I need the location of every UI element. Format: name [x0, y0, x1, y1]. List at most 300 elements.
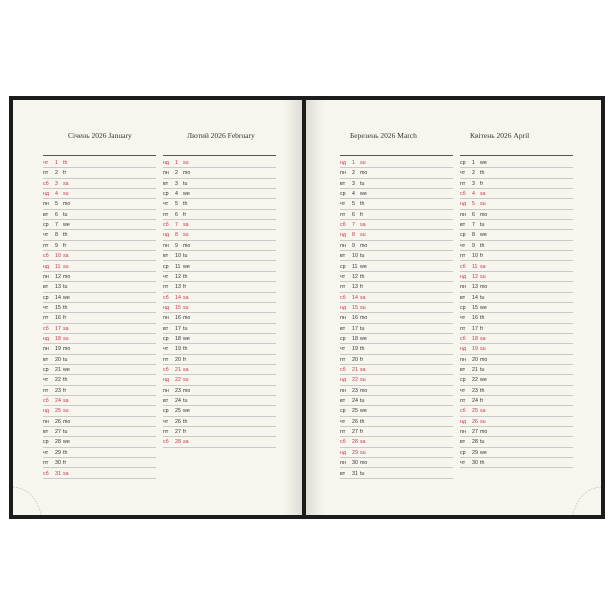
- day-number: 12: [175, 273, 181, 280]
- weekday-ua: чт: [43, 304, 49, 311]
- weekday-en: th: [63, 160, 68, 166]
- day-number: 24: [472, 398, 478, 405]
- weekday-ua: ср: [43, 222, 49, 229]
- weekday-en: tu: [360, 398, 365, 405]
- weekday-en: mo: [183, 387, 191, 394]
- day-number: 25: [55, 408, 61, 415]
- day-number: 8: [55, 232, 58, 239]
- day-number: 14: [175, 294, 181, 301]
- weekday-ua: пн: [340, 242, 346, 249]
- weekday-en: mo: [480, 429, 488, 436]
- day-number: 6: [175, 211, 178, 218]
- weekday-ua: пн: [340, 460, 346, 467]
- weekday-en: sa: [63, 253, 69, 260]
- weekday-en: mo: [183, 170, 191, 177]
- weekday-en: su: [63, 191, 69, 198]
- day-number: 28: [175, 439, 181, 446]
- weekday-en: th: [63, 232, 68, 239]
- weekday-ua: чт: [460, 242, 466, 249]
- left-page: [13, 100, 302, 515]
- weekday-en: tu: [183, 253, 188, 260]
- day-number: 15: [352, 304, 358, 311]
- weekday-en: mo: [63, 273, 71, 280]
- day-number: 7: [55, 222, 58, 229]
- day-number: 23: [472, 387, 478, 394]
- weekday-ua: пт: [340, 211, 346, 218]
- weekday-en: we: [63, 222, 70, 229]
- weekday-en: tu: [360, 325, 365, 332]
- column-top-rule: [340, 155, 453, 156]
- weekday-ua: пн: [163, 170, 169, 177]
- weekday-en: tu: [183, 180, 188, 187]
- weekday-en: tu: [183, 325, 188, 332]
- weekday-en: su: [360, 449, 366, 456]
- day-number: 2: [175, 170, 178, 177]
- day-number: 10: [352, 253, 358, 260]
- weekday-ua: ср: [163, 408, 169, 415]
- weekday-ua: сб: [163, 439, 169, 446]
- weekday-en: sa: [480, 263, 486, 270]
- weekday-en: fr: [63, 387, 67, 394]
- weekday-ua: вт: [163, 325, 169, 332]
- weekday-ua: нд: [340, 232, 347, 239]
- day-number: 12: [55, 273, 61, 280]
- weekday-en: tu: [480, 367, 485, 373]
- corner-pocket-icon: [567, 481, 601, 515]
- weekday-ua: вт: [340, 398, 346, 405]
- weekday-ua: вт: [43, 429, 49, 436]
- weekday-ua: ср: [163, 263, 169, 270]
- weekday-ua: вт: [340, 253, 346, 260]
- day-number: 30: [472, 460, 478, 467]
- weekday-en: mo: [183, 242, 191, 249]
- weekday-en: th: [183, 346, 188, 353]
- day-number: 10: [55, 253, 61, 260]
- weekday-en: su: [360, 232, 366, 239]
- day-number: 27: [55, 429, 61, 436]
- weekday-ua: нд: [163, 377, 170, 384]
- weekday-ua: ср: [460, 304, 466, 311]
- weekday-ua: чт: [460, 315, 466, 322]
- day-number: 1: [352, 160, 355, 166]
- weekday-ua: ср: [43, 439, 49, 446]
- weekday-ua: ср: [340, 408, 346, 415]
- day-number: 3: [55, 180, 58, 187]
- day-number: 17: [352, 325, 358, 332]
- weekday-ua: пн: [460, 284, 466, 291]
- month-title-january: Січень 2026 January: [68, 131, 132, 140]
- weekday-en: th: [63, 304, 68, 311]
- weekday-ua: вт: [340, 470, 346, 477]
- day-number: 21: [55, 367, 61, 373]
- weekday-en: we: [480, 160, 487, 166]
- weekday-ua: пт: [460, 325, 466, 332]
- day-number: 22: [55, 377, 61, 384]
- day-number: 13: [55, 284, 61, 291]
- weekday-ua: нд: [163, 160, 170, 166]
- weekday-en: sa: [183, 367, 189, 373]
- weekday-en: mo: [360, 387, 368, 394]
- day-number: 28: [352, 439, 358, 446]
- weekday-en: mo: [480, 284, 488, 291]
- weekday-en: th: [360, 418, 365, 425]
- day-number: 20: [55, 356, 61, 363]
- weekday-ua: вт: [163, 180, 169, 187]
- day-number: 26: [472, 418, 478, 425]
- month-title-march: Березень 2026 March: [350, 131, 417, 140]
- day-number: 28: [472, 439, 478, 446]
- day-number: 3: [175, 180, 178, 187]
- weekday-en: fr: [63, 460, 67, 467]
- weekday-ua: вт: [460, 367, 466, 373]
- weekday-en: sa: [360, 439, 366, 446]
- weekday-ua: пт: [340, 356, 346, 363]
- day-number: 24: [55, 398, 61, 405]
- weekday-en: tu: [360, 253, 365, 260]
- weekday-ua: чт: [460, 387, 466, 394]
- day-number: 27: [175, 429, 181, 436]
- weekday-ua: сб: [340, 222, 346, 229]
- weekday-ua: сб: [460, 335, 466, 342]
- weekday-en: su: [183, 232, 189, 239]
- day-number: 25: [175, 408, 181, 415]
- day-number: 21: [472, 367, 478, 373]
- weekday-ua: чт: [43, 160, 49, 166]
- day-number: 19: [175, 346, 181, 353]
- day-number: 17: [55, 325, 61, 332]
- day-number: 5: [55, 201, 58, 208]
- weekday-ua: нд: [163, 304, 170, 311]
- weekday-en: th: [480, 460, 485, 467]
- weekday-ua: ср: [43, 294, 49, 301]
- day-number: 14: [55, 294, 61, 301]
- weekday-en: fr: [480, 398, 484, 405]
- spine-shadow: [306, 100, 324, 515]
- weekday-ua: пн: [340, 387, 346, 394]
- weekday-en: fr: [183, 211, 187, 218]
- weekday-ua: пн: [460, 356, 466, 363]
- day-number: 1: [55, 160, 58, 166]
- weekday-ua: нд: [460, 346, 467, 353]
- day-number: 12: [472, 273, 478, 280]
- day-number: 23: [175, 387, 181, 394]
- day-number: 5: [472, 201, 475, 208]
- day-number: 25: [472, 408, 478, 415]
- weekday-ua: нд: [460, 273, 467, 280]
- weekday-ua: вт: [340, 325, 346, 332]
- spine-shadow: [284, 100, 302, 515]
- weekday-en: we: [360, 408, 367, 415]
- weekday-ua: пт: [43, 170, 49, 177]
- weekday-en: th: [183, 273, 188, 280]
- weekday-ua: ср: [163, 191, 169, 198]
- day-number: 22: [472, 377, 478, 384]
- weekday-en: mo: [360, 170, 368, 177]
- day-number: 16: [472, 315, 478, 322]
- day-number: 18: [352, 335, 358, 342]
- day-number: 23: [352, 387, 358, 394]
- weekday-en: sa: [183, 294, 189, 301]
- day-number: 8: [352, 232, 355, 239]
- weekday-en: fr: [360, 284, 364, 291]
- weekday-ua: пт: [163, 211, 169, 218]
- weekday-ua: вт: [43, 284, 49, 291]
- day-number: 24: [352, 398, 358, 405]
- day-number: 20: [352, 356, 358, 363]
- weekday-ua: вт: [163, 253, 169, 260]
- day-row: [43, 468, 156, 479]
- day-number: 30: [55, 460, 61, 467]
- weekday-ua: нд: [340, 304, 347, 311]
- weekday-en: th: [183, 201, 188, 208]
- weekday-en: fr: [480, 325, 484, 332]
- day-row: [460, 457, 573, 468]
- day-number: 3: [472, 180, 475, 187]
- day-number: 4: [55, 191, 58, 198]
- weekday-en: th: [63, 449, 68, 456]
- weekday-en: fr: [183, 356, 187, 363]
- weekday-ua: пн: [43, 273, 49, 280]
- column-top-rule: [43, 155, 156, 156]
- weekday-en: th: [480, 387, 485, 394]
- weekday-en: th: [480, 170, 485, 177]
- weekday-ua: нд: [340, 377, 347, 384]
- weekday-ua: ср: [340, 191, 346, 198]
- weekday-ua: пн: [460, 211, 466, 218]
- day-number: 2: [352, 170, 355, 177]
- day-number: 22: [175, 377, 181, 384]
- weekday-ua: пн: [43, 346, 49, 353]
- corner-pocket-icon: [13, 481, 47, 515]
- day-number: 16: [175, 315, 181, 322]
- day-number: 11: [352, 263, 358, 270]
- weekday-ua: сб: [43, 398, 49, 405]
- weekday-en: we: [183, 335, 190, 342]
- day-number: 17: [472, 325, 478, 332]
- day-number: 16: [55, 315, 61, 322]
- weekday-en: we: [360, 263, 367, 270]
- day-number: 4: [352, 191, 355, 198]
- day-number: 12: [352, 273, 358, 280]
- weekday-ua: чт: [163, 346, 169, 353]
- weekday-en: su: [183, 160, 189, 166]
- weekday-en: we: [360, 335, 367, 342]
- day-row: [163, 436, 276, 447]
- weekday-ua: пт: [43, 242, 49, 249]
- day-number: 4: [472, 191, 475, 198]
- weekday-ua: пт: [43, 460, 49, 467]
- day-number: 13: [352, 284, 358, 291]
- weekday-en: su: [63, 263, 69, 270]
- day-number: 29: [472, 449, 478, 456]
- weekday-ua: чт: [163, 201, 169, 208]
- weekday-en: mo: [360, 315, 368, 322]
- weekday-ua: пт: [460, 398, 466, 405]
- day-number: 24: [175, 398, 181, 405]
- day-number: 10: [472, 253, 478, 260]
- day-number: 19: [352, 346, 358, 353]
- weekday-en: mo: [63, 346, 71, 353]
- day-number: 30: [352, 460, 358, 467]
- day-number: 26: [175, 418, 181, 425]
- weekday-en: mo: [360, 460, 368, 467]
- day-number: 9: [55, 242, 58, 249]
- weekday-ua: сб: [460, 263, 466, 270]
- weekday-en: sa: [63, 325, 69, 332]
- day-number: 6: [352, 211, 355, 218]
- weekday-ua: сб: [460, 408, 466, 415]
- weekday-en: sa: [480, 335, 486, 342]
- day-number: 1: [472, 160, 475, 166]
- day-row: [340, 468, 453, 479]
- day-number: 7: [175, 222, 178, 229]
- day-number: 3: [352, 180, 355, 187]
- day-number: 9: [352, 242, 355, 249]
- weekday-ua: ср: [460, 449, 466, 456]
- weekday-en: th: [63, 377, 68, 384]
- weekday-ua: пн: [43, 418, 49, 425]
- weekday-en: we: [480, 304, 487, 311]
- weekday-ua: чт: [43, 449, 49, 456]
- day-number: 2: [55, 170, 58, 177]
- day-number: 2: [472, 170, 475, 177]
- weekday-en: sa: [480, 408, 486, 415]
- weekday-ua: нд: [43, 191, 50, 198]
- day-number: 7: [352, 222, 355, 229]
- day-number: 15: [55, 304, 61, 311]
- weekday-en: sa: [480, 191, 486, 198]
- weekday-ua: пт: [43, 387, 49, 394]
- day-number: 21: [175, 367, 181, 373]
- weekday-en: tu: [63, 284, 68, 291]
- weekday-ua: сб: [460, 191, 466, 198]
- day-number: 21: [352, 367, 358, 373]
- weekday-en: fr: [183, 284, 187, 291]
- weekday-en: mo: [360, 242, 368, 249]
- weekday-en: tu: [360, 180, 365, 187]
- day-number: 29: [55, 449, 61, 456]
- weekday-en: sa: [183, 222, 189, 229]
- day-number: 15: [472, 304, 478, 311]
- weekday-en: su: [360, 304, 366, 311]
- weekday-en: tu: [63, 211, 68, 218]
- weekday-en: we: [183, 408, 190, 415]
- weekday-ua: пт: [163, 284, 169, 291]
- weekday-en: su: [360, 377, 366, 384]
- day-number: 27: [352, 429, 358, 436]
- day-number: 25: [352, 408, 358, 415]
- day-number: 6: [55, 211, 58, 218]
- weekday-ua: нд: [460, 418, 467, 425]
- weekday-en: fr: [480, 253, 484, 260]
- weekday-en: tu: [63, 356, 68, 363]
- weekday-en: mo: [183, 315, 191, 322]
- day-number: 9: [472, 242, 475, 249]
- weekday-en: fr: [360, 356, 364, 363]
- weekday-en: th: [480, 242, 485, 249]
- weekday-ua: чт: [163, 418, 169, 425]
- day-number: 28: [55, 439, 61, 446]
- weekday-ua: пн: [163, 242, 169, 249]
- day-number: 29: [352, 449, 358, 456]
- weekday-ua: пн: [163, 315, 169, 322]
- weekday-en: fr: [360, 429, 364, 436]
- day-number: 18: [175, 335, 181, 342]
- weekday-ua: ср: [340, 335, 346, 342]
- weekday-ua: пн: [340, 170, 346, 177]
- weekday-en: fr: [63, 170, 67, 177]
- weekday-en: th: [360, 201, 365, 208]
- weekday-en: sa: [360, 222, 366, 229]
- weekday-ua: чт: [340, 201, 346, 208]
- weekday-ua: пт: [460, 180, 466, 187]
- day-number: 31: [55, 470, 61, 477]
- weekday-ua: вт: [340, 180, 346, 187]
- weekday-ua: нд: [340, 449, 347, 456]
- weekday-ua: ср: [340, 263, 346, 270]
- day-number: 5: [175, 201, 178, 208]
- weekday-ua: ср: [460, 160, 466, 166]
- month-title-february: Лютий 2026 February: [187, 131, 255, 140]
- day-number: 4: [175, 191, 178, 198]
- weekday-en: su: [480, 201, 486, 208]
- weekday-en: sa: [63, 398, 69, 405]
- day-number: 11: [55, 263, 61, 270]
- weekday-en: sa: [360, 367, 366, 373]
- weekday-en: su: [480, 346, 486, 353]
- day-number: 10: [175, 253, 181, 260]
- weekday-en: sa: [63, 180, 69, 187]
- weekday-ua: вт: [460, 294, 466, 301]
- weekday-ua: сб: [163, 294, 169, 301]
- weekday-ua: пт: [340, 284, 346, 291]
- weekday-ua: пт: [43, 315, 49, 322]
- weekday-en: th: [360, 346, 365, 353]
- weekday-en: th: [183, 418, 188, 425]
- day-number: 15: [175, 304, 181, 311]
- weekday-ua: пн: [163, 387, 169, 394]
- weekday-ua: сб: [43, 470, 49, 477]
- weekday-ua: нд: [43, 408, 50, 415]
- weekday-en: we: [63, 294, 70, 301]
- weekday-ua: пт: [460, 253, 466, 260]
- weekday-ua: сб: [43, 253, 49, 260]
- weekday-en: su: [63, 335, 69, 342]
- day-number: 20: [175, 356, 181, 363]
- day-number: 17: [175, 325, 181, 332]
- weekday-en: sa: [63, 470, 69, 477]
- weekday-ua: вт: [43, 211, 49, 218]
- weekday-ua: пн: [460, 429, 466, 436]
- weekday-ua: нд: [43, 335, 50, 342]
- weekday-en: tu: [63, 429, 68, 436]
- day-number: 26: [352, 418, 358, 425]
- weekday-ua: сб: [340, 439, 346, 446]
- weekday-ua: нд: [460, 201, 467, 208]
- weekday-en: we: [480, 449, 487, 456]
- weekday-ua: пн: [340, 315, 346, 322]
- weekday-en: tu: [480, 439, 485, 446]
- day-number: 26: [55, 418, 61, 425]
- weekday-en: we: [63, 367, 70, 373]
- weekday-en: su: [183, 304, 189, 311]
- weekday-ua: пт: [340, 429, 346, 436]
- day-number: 7: [472, 222, 475, 229]
- weekday-ua: вт: [460, 222, 466, 229]
- weekday-en: we: [480, 232, 487, 239]
- weekday-en: we: [480, 377, 487, 384]
- weekday-en: tu: [360, 470, 365, 477]
